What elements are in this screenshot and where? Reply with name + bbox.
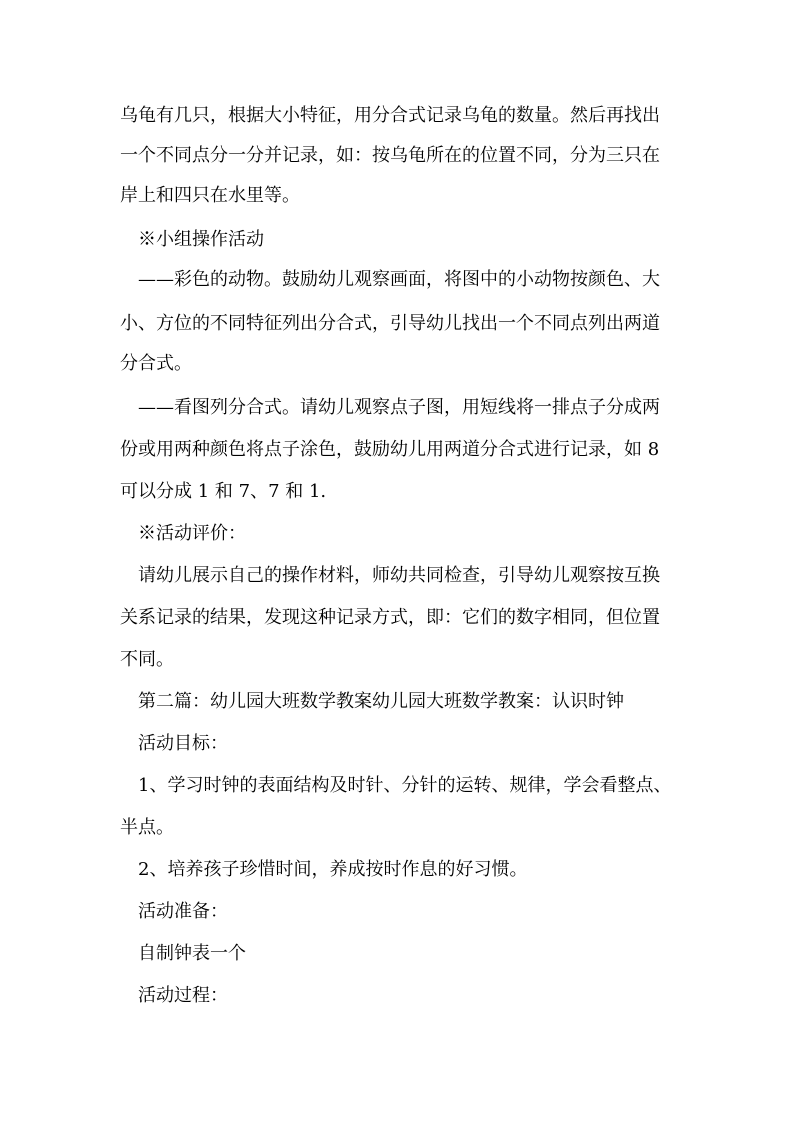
heading-evaluation: ※活动评价： [138,523,246,544]
heading-group-activity: ※小组操作活动 [138,229,264,250]
paragraph-3-line-3: 可以分成 1 和 7、7 和 1. [120,481,327,502]
paragraph-2-line-3: 分合式。 [120,353,192,374]
goal-1-line-2: 半点。 [120,817,174,838]
paragraph-2-line-1: ——彩色的动物。鼓励幼儿观察画面，将图中的小动物按颜色、大 [138,269,660,290]
heading-preparation: 活动准备： [138,901,228,922]
heading-process: 活动过程： [138,985,228,1006]
paragraph-2-line-2: 小、方位的不同特征列出分合式，引导幼儿找出一个不同点列出两道 [120,313,660,334]
paragraph-4-line-3: 不同。 [120,649,174,670]
paragraph-3-line-2: 份或用两种颜色将点子涂色，鼓励幼儿用两道分合式进行记录，如 8 [120,439,660,460]
chapter-title: 第二篇：幼儿园大班数学教案幼儿园大班数学教案：认识时钟 [138,691,624,712]
paragraph-1-line-2: 一个不同点分一分并记录，如：按乌龟所在的位置不同，分为三只在 [120,145,660,166]
heading-goals: 活动目标： [138,733,228,754]
paragraph-1-line-1: 乌龟有几只，根据大小特征，用分合式记录乌龟的数量。然后再找出 [120,105,660,126]
preparation-item: 自制钟表一个 [138,943,246,964]
goal-1-line-1: 1、学习时钟的表面结构及时针、分针的运转、规律，学会看整点、 [138,775,672,796]
paragraph-4-line-2: 关系记录的结果，发现这种记录方式，即：它们的数字相同，但位置 [120,607,660,628]
goal-2: 2、培养孩子珍惜时间，养成按时作息的好习惯。 [138,859,528,880]
paragraph-4-line-1: 请幼儿展示自己的操作材料，师幼共同检查，引导幼儿观察按互换 [138,565,660,586]
paragraph-3-line-1: ——看图列分合式。请幼儿观察点子图，用短线将一排点子分成两 [138,397,660,418]
paragraph-1-line-3: 岸上和四只在水里等。 [120,185,300,206]
